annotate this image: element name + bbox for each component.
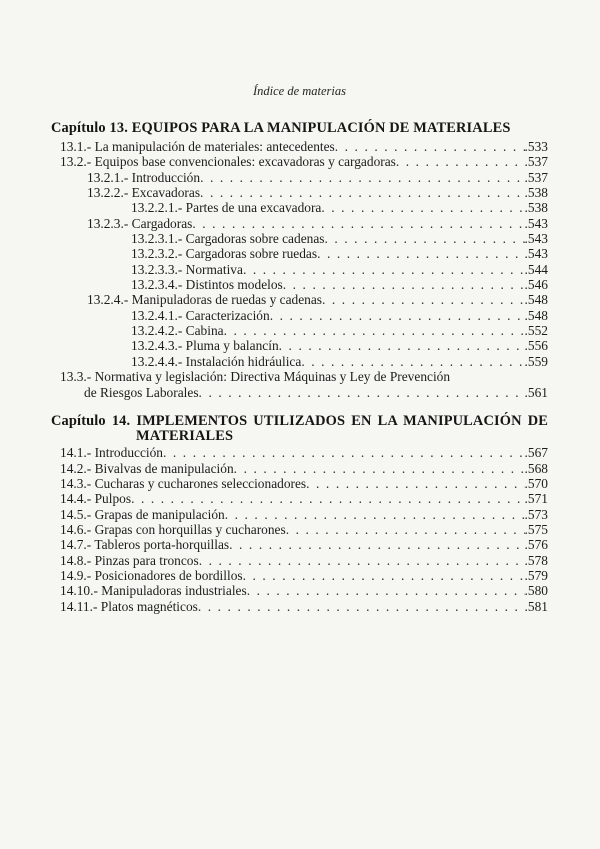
- toc-entry-continuation: [51, 385, 548, 400]
- toc-entry-title: 13.2.4.4.- Instalación hidráulica: [131, 353, 302, 369]
- toc-entry-page: . 556: [525, 338, 548, 353]
- toc-entry: [51, 139, 548, 154]
- toc-entry-page: . 568: [525, 461, 548, 476]
- toc-entry-page: . 571: [525, 491, 548, 506]
- toc-entry-title: 13.2.3.4.- Distintos modelos: [131, 277, 283, 293]
- toc-entry: [51, 537, 548, 552]
- toc-entry: [51, 308, 548, 323]
- toc-entry: [51, 461, 548, 476]
- dot-leader: [317, 246, 524, 261]
- toc-entry: [51, 170, 548, 185]
- toc-entry-title: 14.5.- Grapas de manipulación: [60, 506, 225, 522]
- dot-leader: [163, 445, 525, 460]
- dot-leader: [270, 308, 525, 323]
- toc-entry-page: . 548: [525, 292, 548, 307]
- toc-entry-page: . 567: [525, 445, 548, 460]
- toc-entry-title: 13.2.3.2.- Cargadoras sobre ruedas: [131, 246, 318, 262]
- chapter-13-section: [51, 120, 548, 400]
- toc-entry-title: 14.6.- Grapas con horquillas y cucharones: [60, 521, 286, 537]
- toc-entry-page: . 546: [525, 277, 548, 292]
- toc-entry: [51, 369, 548, 384]
- chapter-14-section: [51, 413, 548, 614]
- toc-entry: [51, 568, 548, 583]
- toc-entry-page: . 543: [525, 246, 548, 261]
- toc-entry-title: 13.2.4.- Manipuladoras de ruedas y cadenas: [87, 292, 323, 308]
- dot-leader: [286, 522, 525, 537]
- toc-entry-page: . 576: [525, 537, 548, 552]
- toc-entry-title: 13.2.3.- Cargadoras: [87, 215, 193, 231]
- toc-entry-title: 14.3.- Cucharas y cucharones seleccionadores: [60, 475, 307, 491]
- toc-entry-title: 14.9.- Posicionadores de bordillos: [60, 568, 243, 583]
- toc-entry-title: 13.2.- Equipos base convencionales: excavadoras y cargadoras: [60, 154, 396, 170]
- toc-entry-page: . 578: [525, 553, 548, 568]
- toc-entry-title: 14.8.- Pinzas para troncos: [60, 552, 199, 568]
- toc-entry-title: 14.2.- Bivalvas de manipulación: [60, 460, 234, 476]
- dot-leader: [200, 170, 524, 185]
- dot-leader: [229, 537, 524, 552]
- toc-entry: [51, 277, 548, 292]
- toc-entry: [51, 246, 548, 261]
- toc-entry-title: 14.1.- Introducción: [60, 445, 164, 461]
- toc-entry: [51, 445, 548, 460]
- text-block: [51, 0, 548, 614]
- dot-leader: [192, 216, 524, 231]
- dot-leader: [283, 277, 525, 292]
- toc-entry-page: . 570: [525, 476, 548, 491]
- toc-entry: [51, 354, 548, 369]
- dot-leader: [301, 354, 524, 369]
- dot-leader: [306, 476, 524, 491]
- toc-entry-page: . 573: [525, 507, 548, 522]
- toc-entry-title: 13.2.3.3.- Normativa: [131, 261, 243, 277]
- toc-entry: [51, 553, 548, 568]
- toc-entry: [51, 491, 548, 506]
- dot-leader: [322, 292, 525, 307]
- chapter-14-heading: [51, 413, 548, 444]
- toc-entry-page: . 543: [525, 231, 548, 246]
- toc-entry-title: 13.2.4.2.- Cabina: [131, 323, 224, 339]
- toc-entry-title: 13.3.- Normativa y legislación: Directiva Máquinas y Ley de Prevención: [60, 369, 451, 385]
- toc-entry: [51, 583, 548, 598]
- toc-entry: [51, 216, 548, 231]
- toc-entry: [51, 262, 548, 277]
- chapter-14-heading-line1: Capítulo 14. IMPLEMENTOS UTILIZADOS EN LA MANIPULACIÓN DE: [51, 412, 548, 429]
- chapter-14-heading-line2: MATERIALES: [136, 427, 234, 444]
- toc-entry-title: 14.4.- Pulpos: [60, 491, 132, 507]
- toc-entry: [51, 185, 548, 200]
- toc-entry: [51, 338, 548, 353]
- toc-entry-page: . 559: [525, 354, 548, 369]
- toc-entry-page: . 537: [525, 170, 548, 185]
- toc-entry-page: . 580: [525, 583, 548, 598]
- toc-entry: [51, 292, 548, 307]
- toc-entry-page: . 561: [525, 385, 548, 400]
- toc-entry-page: . 533: [525, 139, 548, 154]
- toc-entry: [51, 154, 548, 169]
- toc-entry: [51, 200, 548, 215]
- dot-leader: [131, 491, 524, 506]
- toc-entry: [51, 522, 548, 537]
- dot-leader: [321, 200, 524, 215]
- dot-leader: [234, 461, 525, 476]
- dot-leader: [225, 507, 525, 522]
- toc-entry: [51, 476, 548, 491]
- running-header: Índice de materias: [252, 84, 347, 98]
- dot-leader: [243, 262, 525, 277]
- toc-entry-title: 13.2.3.1.- Cargadoras sobre cadenas: [131, 231, 325, 247]
- toc-entry-title: 13.1.- La manipulación de materiales: antecedentes: [60, 139, 335, 154]
- dot-leader: [279, 338, 525, 353]
- toc-entry-title: 14.11.- Platos magnéticos: [60, 598, 198, 614]
- dot-leader: [243, 568, 525, 583]
- toc-entry-title: 14.7.- Tableros porta-horquillas: [60, 537, 230, 553]
- toc-entry: [51, 599, 548, 614]
- toc-entry-page: . 538: [525, 185, 548, 200]
- toc-entry-page: . 575: [525, 522, 548, 537]
- toc-entry-page: . 579: [525, 568, 548, 583]
- toc-entry-page: . 544: [525, 262, 548, 277]
- dot-leader: [335, 139, 525, 154]
- dot-leader: [199, 385, 525, 400]
- toc-entry-title: 13.2.2.- Excavadoras: [87, 185, 201, 201]
- toc-entry-title: 13.2.4.1.- Caracterización: [131, 307, 270, 323]
- dot-leader: [200, 185, 525, 200]
- toc-entry-page: . 537: [525, 154, 548, 169]
- dot-leader: [247, 583, 525, 598]
- toc-entry-page: . 552: [525, 323, 548, 338]
- toc-entry-title: 13.2.4.3.- Pluma y balancín: [131, 338, 279, 354]
- dot-leader: [224, 323, 525, 338]
- toc-entry-page: . 581: [525, 599, 548, 614]
- toc-entry-page: . 538: [525, 200, 548, 215]
- toc-entry-title: de Riesgos Laborales: [84, 384, 199, 400]
- dot-leader: [198, 599, 525, 614]
- toc-entry-title: 13.2.2.1.- Partes de una excavadora: [131, 200, 322, 216]
- toc-entry-page: . 543: [525, 216, 548, 231]
- dot-leader: [199, 553, 525, 568]
- dot-leader: [324, 231, 524, 246]
- toc-entry-page: . 548: [525, 308, 548, 323]
- toc-entry-title: 13.2.1.- Introducción: [87, 169, 201, 185]
- dot-leader: [396, 154, 525, 169]
- toc-entry-title: 14.10.- Manipuladoras industriales: [60, 583, 247, 599]
- chapter-13-heading: Capítulo 13. EQUIPOS PARA LA MANIPULACIÓN DE MATERIALES: [51, 120, 511, 136]
- toc-entry: [51, 231, 548, 246]
- toc-entry: [51, 323, 548, 338]
- toc-entry: [51, 507, 548, 522]
